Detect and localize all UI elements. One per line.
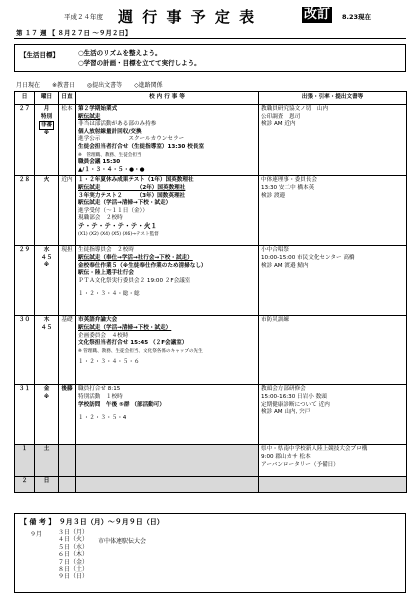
event-line: 進学公示 スクールカウンセラー [78, 136, 185, 143]
school-events-cell [76, 105, 259, 176]
day-date: ２９ [15, 246, 35, 316]
weekday: 木 [43, 317, 50, 324]
duty-line: 検診 渡邉 [261, 192, 286, 199]
weekday: 火 [35, 176, 59, 246]
duty-teacher [59, 445, 76, 477]
table-row [15, 246, 407, 316]
weekday-note: ４５ [40, 254, 53, 261]
school-events-cell [76, 445, 259, 477]
day-date: ３０ [15, 316, 35, 385]
duty-line: 市防災訓練 [261, 317, 289, 324]
day-date: ２ [15, 477, 35, 493]
life-goals-box [14, 44, 406, 72]
duty-line: 教職員研究協文ノ切 山内 [261, 106, 329, 112]
event-line: 生徒会担当者打合せ（生徒指導室）13:30 校長室 [78, 143, 205, 150]
outside-duties-cell [259, 477, 407, 493]
weekday-mark: ※ [43, 393, 50, 400]
event-line: 生徒指導員会 ２校時 [78, 247, 134, 254]
event-line: １・２年夏休み成果テスト（1年）国英数理社 [78, 177, 194, 184]
duty-line: 検診 AM 渡邉 鯖内 [261, 262, 309, 269]
remarks-date: ３日（月） [58, 529, 89, 536]
outside-duties-cell [259, 316, 407, 385]
weekday-mark: ※ [43, 261, 50, 268]
outside-duties-cell [259, 176, 407, 246]
column-header: 出張・引率・提出文書等 [259, 92, 407, 105]
school-events-cell [76, 246, 259, 316]
life-goals-label: 【生活目標】 [20, 51, 59, 59]
weekday-off-duty: 非番 [40, 121, 53, 128]
duty-line: アーバンロータリー（予備日） [261, 461, 339, 468]
legend-item: ◎提出文書等 [86, 82, 123, 89]
remarks-date: ９日（日） [58, 573, 89, 581]
table-row [15, 445, 407, 477]
outside-duties-cell [259, 445, 407, 477]
weekday: 金 [43, 386, 50, 393]
day-date: ３１ [15, 385, 35, 445]
table-row [15, 316, 407, 385]
outside-duties-cell [259, 105, 407, 176]
event-line: 企画委員会 ４校時 [78, 332, 129, 339]
remarks-date: ４日（火） [58, 536, 89, 544]
event-line: 駅伝試走（学活→清掃→下校・試走） [78, 324, 172, 331]
column-header: 曜日 [35, 92, 59, 105]
event-line: 現職部会 ２校時 [78, 215, 123, 222]
weekly-schedule-table [14, 91, 407, 493]
weekday: 月 [43, 106, 50, 112]
duty-line: 10:00-15:00 市民文化センター 高橋 [261, 254, 355, 261]
duty-line: 県中・県南中学校新人陸上競技大会プロ構 [261, 446, 368, 453]
document-title: 週 行 事 予 定 表 [118, 8, 257, 26]
legend [16, 80, 173, 89]
event-line: 金校奉仕作業５（※生徒奉仕作業のため清掃なし） [78, 262, 207, 269]
table-row [15, 105, 407, 176]
event-line: ３年実力テスト２ （3年）国数英理社 [78, 192, 186, 199]
weekday: 土 [35, 445, 59, 477]
remarks-event: 市中体連駅伝大会 [98, 538, 147, 545]
event-line: テ・テ・テ・テ・テ・火１ [78, 221, 158, 230]
duty-line: 公印調査 恩司 [261, 113, 301, 120]
week-range: 第 １７ 週 【 ８月２７日 ～９月２日】 [16, 29, 132, 37]
duty-teacher: 松本 [59, 105, 76, 176]
duty-line: 小中合唱祭 [261, 247, 289, 254]
event-line: １・２・３・５・4 [78, 415, 127, 422]
weekday-cell [35, 385, 59, 445]
duty-teacher: 基礎 [59, 316, 76, 385]
remarks-month: ９月 [30, 531, 43, 538]
legend-item: ※教書日 [51, 82, 75, 89]
event-line: 駅伝・陸上選手壮行会 [78, 270, 134, 277]
table-header-row [15, 92, 407, 105]
event-line: 市英語弁論大会 [78, 317, 118, 324]
outside-duties-cell [259, 246, 407, 316]
duty-line: 中体連理事・委員長会 [261, 177, 317, 184]
remarks-date: ５日（水） [58, 543, 89, 551]
outside-duties-cell [259, 385, 407, 445]
event-line: 駅伝試走（学活→清掃→下校・試走） [78, 200, 172, 207]
duty-line: 9:00 郡山カサ 松本 [261, 453, 311, 460]
weekday-note: ４５ [40, 324, 53, 331]
remarks-date: ８日（土） [58, 566, 89, 574]
weekday-cell [35, 246, 59, 316]
header-divider [14, 38, 406, 39]
life-goal-item: ○学習の計画・目標を立てて実行しよう。 [78, 59, 201, 67]
fiscal-year: 平成２４年度 [64, 13, 103, 21]
revised-badge: 改訂 [304, 7, 331, 22]
school-events-cell [76, 176, 259, 246]
legend-item: 月日現在 [16, 82, 41, 89]
duty-teacher: 現担 [59, 246, 76, 316]
event-line: 駅伝試走（奉仕→学活→社行会→下校・試走） [78, 254, 193, 261]
event-line: 職員会議 15:30 [78, 159, 121, 166]
table-row [15, 385, 407, 445]
event-line: １・２・３・４・総・総 [78, 291, 140, 298]
school-events-cell [76, 477, 259, 493]
duty-teacher: 後藤 [59, 385, 76, 445]
weekday-note: 特別 [40, 113, 53, 120]
event-line: 文化祭担当者打合せ 15:45 （２F会議室） [78, 340, 188, 347]
weekday: 日 [35, 477, 59, 493]
duty-line: 検診 AM 山内, 宍戸 [261, 409, 311, 416]
life-goal-item: ○生活のリズムを整えよう。 [78, 49, 162, 57]
event-line: 第２学期始業式 [78, 106, 118, 112]
event-line: (X1) (X2) (X4) (X5) (X6)→テスト監督 [78, 231, 159, 237]
remarks-date-list [58, 529, 88, 581]
duty-teacher: 近内 [59, 176, 76, 246]
school-events-cell [76, 385, 259, 445]
duty-teacher [59, 477, 76, 493]
school-events-cell [76, 316, 259, 385]
remarks-date: ６日（木） [58, 551, 89, 559]
column-header: 校 内 行 事 等 [76, 92, 259, 105]
event-line: 進学受付（～１１日（金）） [78, 207, 148, 214]
event-line: ※ 管理職、教務、生徒会担当 [78, 152, 142, 158]
event-line: 特別活動 １校時 [78, 393, 123, 400]
column-header: 日 [15, 92, 35, 105]
weekday-cell [35, 316, 59, 385]
event-line: ※ 管理職、教務、生徒会担当、文化祭各係のキャップの先生 [78, 348, 203, 354]
weekday-mark: ※ [43, 129, 50, 136]
event-line: ▲/１・３・４・５・●・● [78, 166, 145, 173]
event-line: ＰＴＡ文化祭実行委員会２ 19:00 ２F会議室 [78, 277, 191, 284]
revision-date: 8.23現在 [342, 13, 372, 21]
duty-line: 15:00-16:30 日岩小 数頭 [261, 393, 327, 400]
event-line: １・２・３・４・５・６ [78, 359, 140, 366]
legend-item: ◇進路関係 [134, 82, 163, 89]
remarks-date: ７日（金） [58, 558, 89, 566]
event-line: 非当は部活動がある部のみ持参 [78, 121, 157, 128]
event-line: 職員打合せ 8:15 [78, 386, 121, 393]
duty-line: 定期健康診断について 近内 [261, 401, 330, 408]
duty-line: 教頭会方部研修会 [261, 386, 306, 393]
day-date: ２７ [15, 105, 35, 176]
event-line: 個人放射線量計回収/交換 [78, 128, 142, 135]
event-line: 駅伝試走 [78, 113, 101, 120]
day-date: １ [15, 445, 35, 477]
table-row [15, 176, 407, 246]
event-line: 学校訪問 午後 ⑤群 （部活動可） [78, 401, 165, 408]
duty-line: 13:30 安二中 橋本英 [261, 184, 315, 191]
duty-line: 検診 AM 近内 [261, 121, 296, 128]
day-date: ２８ [15, 176, 35, 246]
event-line: 駅伝試走 （2年）国英数理社 [78, 184, 186, 191]
table-row [15, 477, 407, 493]
column-header: 日直 [59, 92, 76, 105]
weekday: 水 [43, 247, 50, 254]
weekday-cell [35, 105, 59, 176]
remarks-title: 【 備 考 】 ９月３日（月）～９月９日（日） [20, 518, 164, 526]
